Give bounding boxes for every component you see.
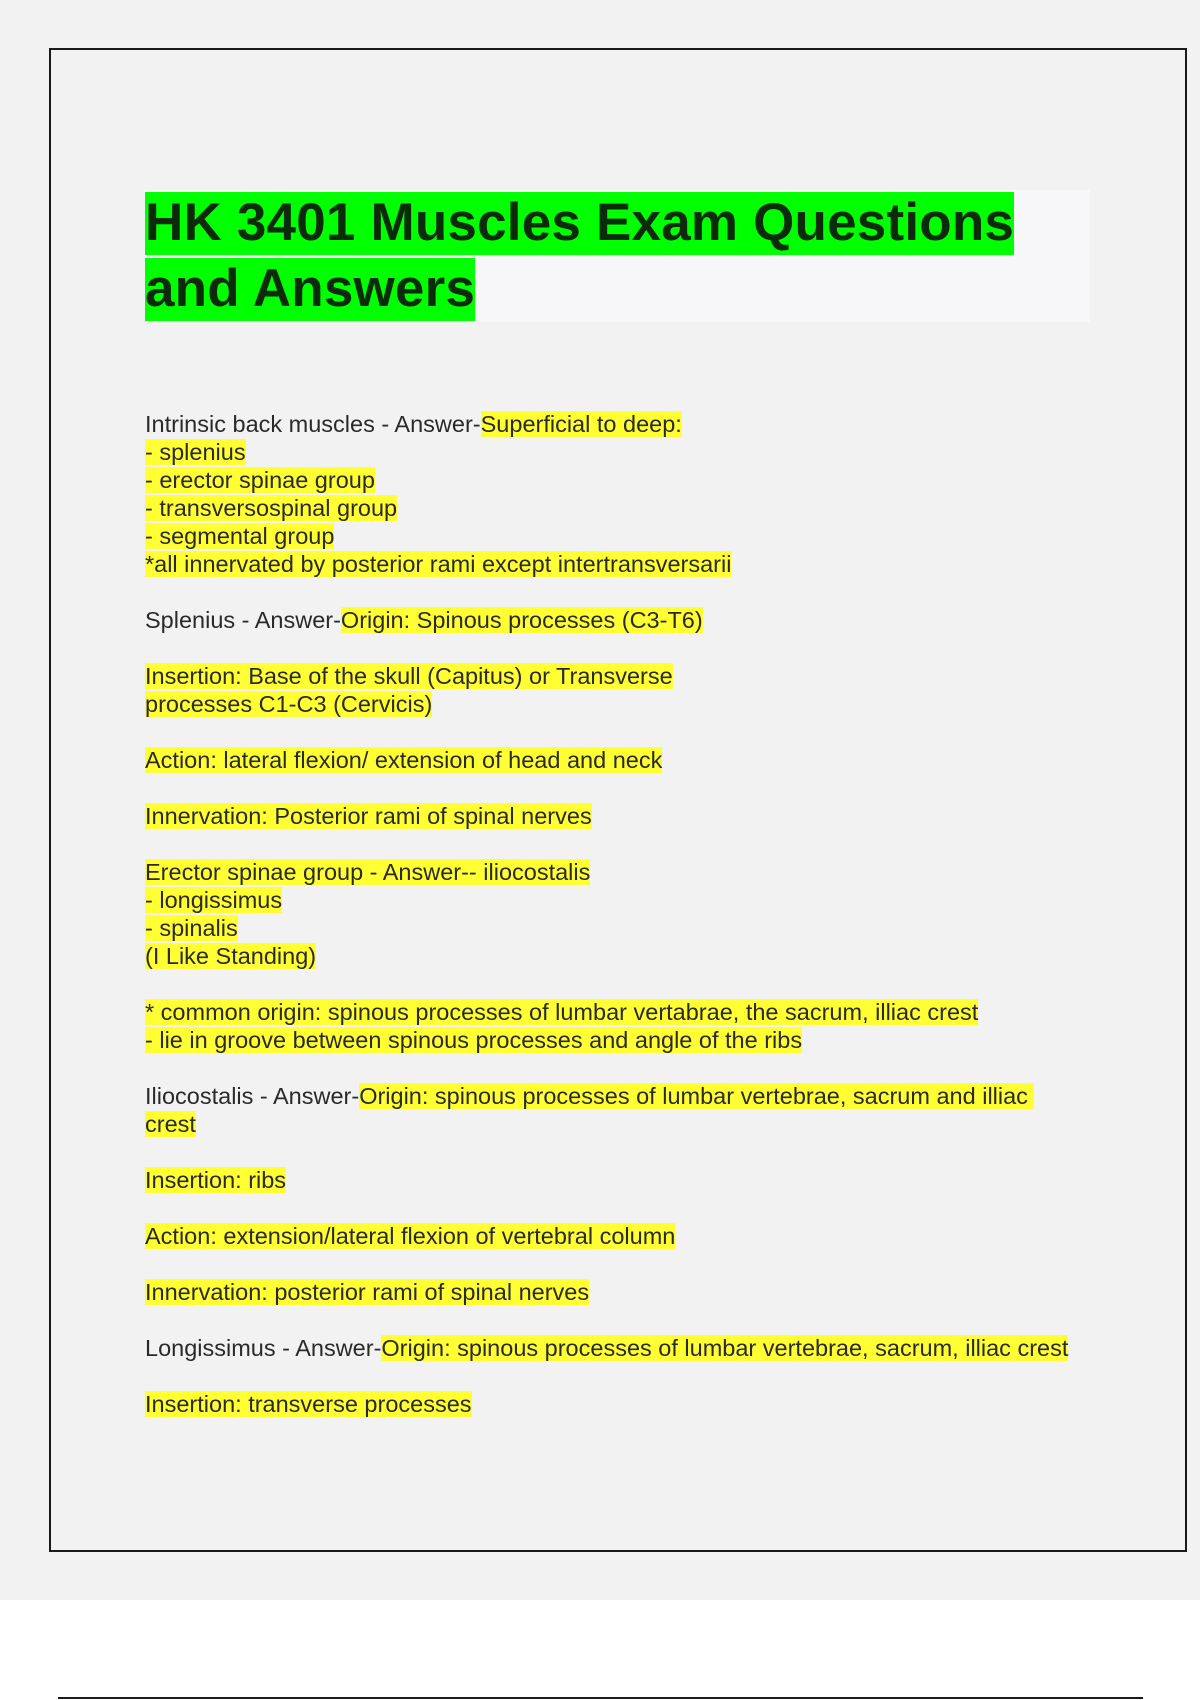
entry-answer: Origin: spinous processes of lumbar vertebrae, sacrum, illiac crest <box>381 1335 1069 1361</box>
entry-answer: Superficial to deep: - splenius - erector spinae group - transversospinal group - segmental group *all innervated by posterior rami except intertransversarii <box>145 411 732 577</box>
qa-entry-longissimus <box>145 1334 1085 1362</box>
qa-entry-intrinsic-back-muscles <box>145 410 1085 578</box>
qa-entry-iliocostalis-innervation <box>145 1278 1085 1306</box>
entry-term: Iliocostalis - Answer- <box>145 1083 360 1109</box>
qa-entry-splenius-action <box>145 746 1085 774</box>
qa-entry-splenius <box>145 606 1085 634</box>
qa-entry-erector-spinae-origin <box>145 998 1085 1054</box>
qa-entry-longissimus-insertion <box>145 1390 1085 1418</box>
entry-answer: Insertion: ribs <box>145 1167 287 1193</box>
entry-answer: Erector spinae group - Answer-- iliocostalis - longissimus - spinalis (I Like Standing) <box>145 859 591 969</box>
qa-entry-splenius-insertion <box>145 662 1085 718</box>
entry-term: Longissimus - Answer- <box>145 1335 382 1361</box>
title-block <box>145 190 1090 322</box>
qa-entry-iliocostalis-insertion <box>145 1166 1085 1194</box>
title-line-1: HK 3401 Muscles Exam Questions <box>145 192 1014 255</box>
entry-answer: Insertion: transverse processes <box>145 1391 472 1417</box>
page-title <box>145 190 1090 322</box>
qa-entry-splenius-innervation <box>145 802 1085 830</box>
entry-answer: Origin: Spinous processes (C3-T6) <box>340 607 703 633</box>
entry-answer: Insertion: Base of the skull (Capitus) or Transverse processes C1-C3 (Cervicis) <box>145 663 673 717</box>
entry-answer: Innervation: Posterior rami of spinal nerves <box>145 803 592 829</box>
bottom-divider <box>58 1697 1143 1699</box>
entry-answer: * common origin: spinous processes of lumbar vertabrae, the sacrum, illiac crest - lie in groove between spinous processes and angle of the ribs <box>145 999 979 1053</box>
entry-answer: Action: extension/lateral flexion of vertebral column <box>145 1223 676 1249</box>
qa-content <box>145 410 1085 1446</box>
entry-term: Intrinsic back muscles - Answer- <box>145 411 481 437</box>
entry-answer: Origin: spinous processes of lumbar vertebrae, sacrum and illiac crest <box>145 1083 1035 1137</box>
qa-entry-iliocostalis <box>145 1082 1085 1138</box>
title-line-2: and Answers <box>145 258 475 321</box>
entry-answer: Innervation: posterior rami of spinal nerves <box>145 1279 590 1305</box>
entry-term: Splenius - Answer- <box>145 607 341 633</box>
qa-entry-erector-spinae <box>145 858 1085 970</box>
entry-answer: Action: lateral flexion/ extension of head and neck <box>145 747 663 773</box>
qa-entry-iliocostalis-action <box>145 1222 1085 1250</box>
